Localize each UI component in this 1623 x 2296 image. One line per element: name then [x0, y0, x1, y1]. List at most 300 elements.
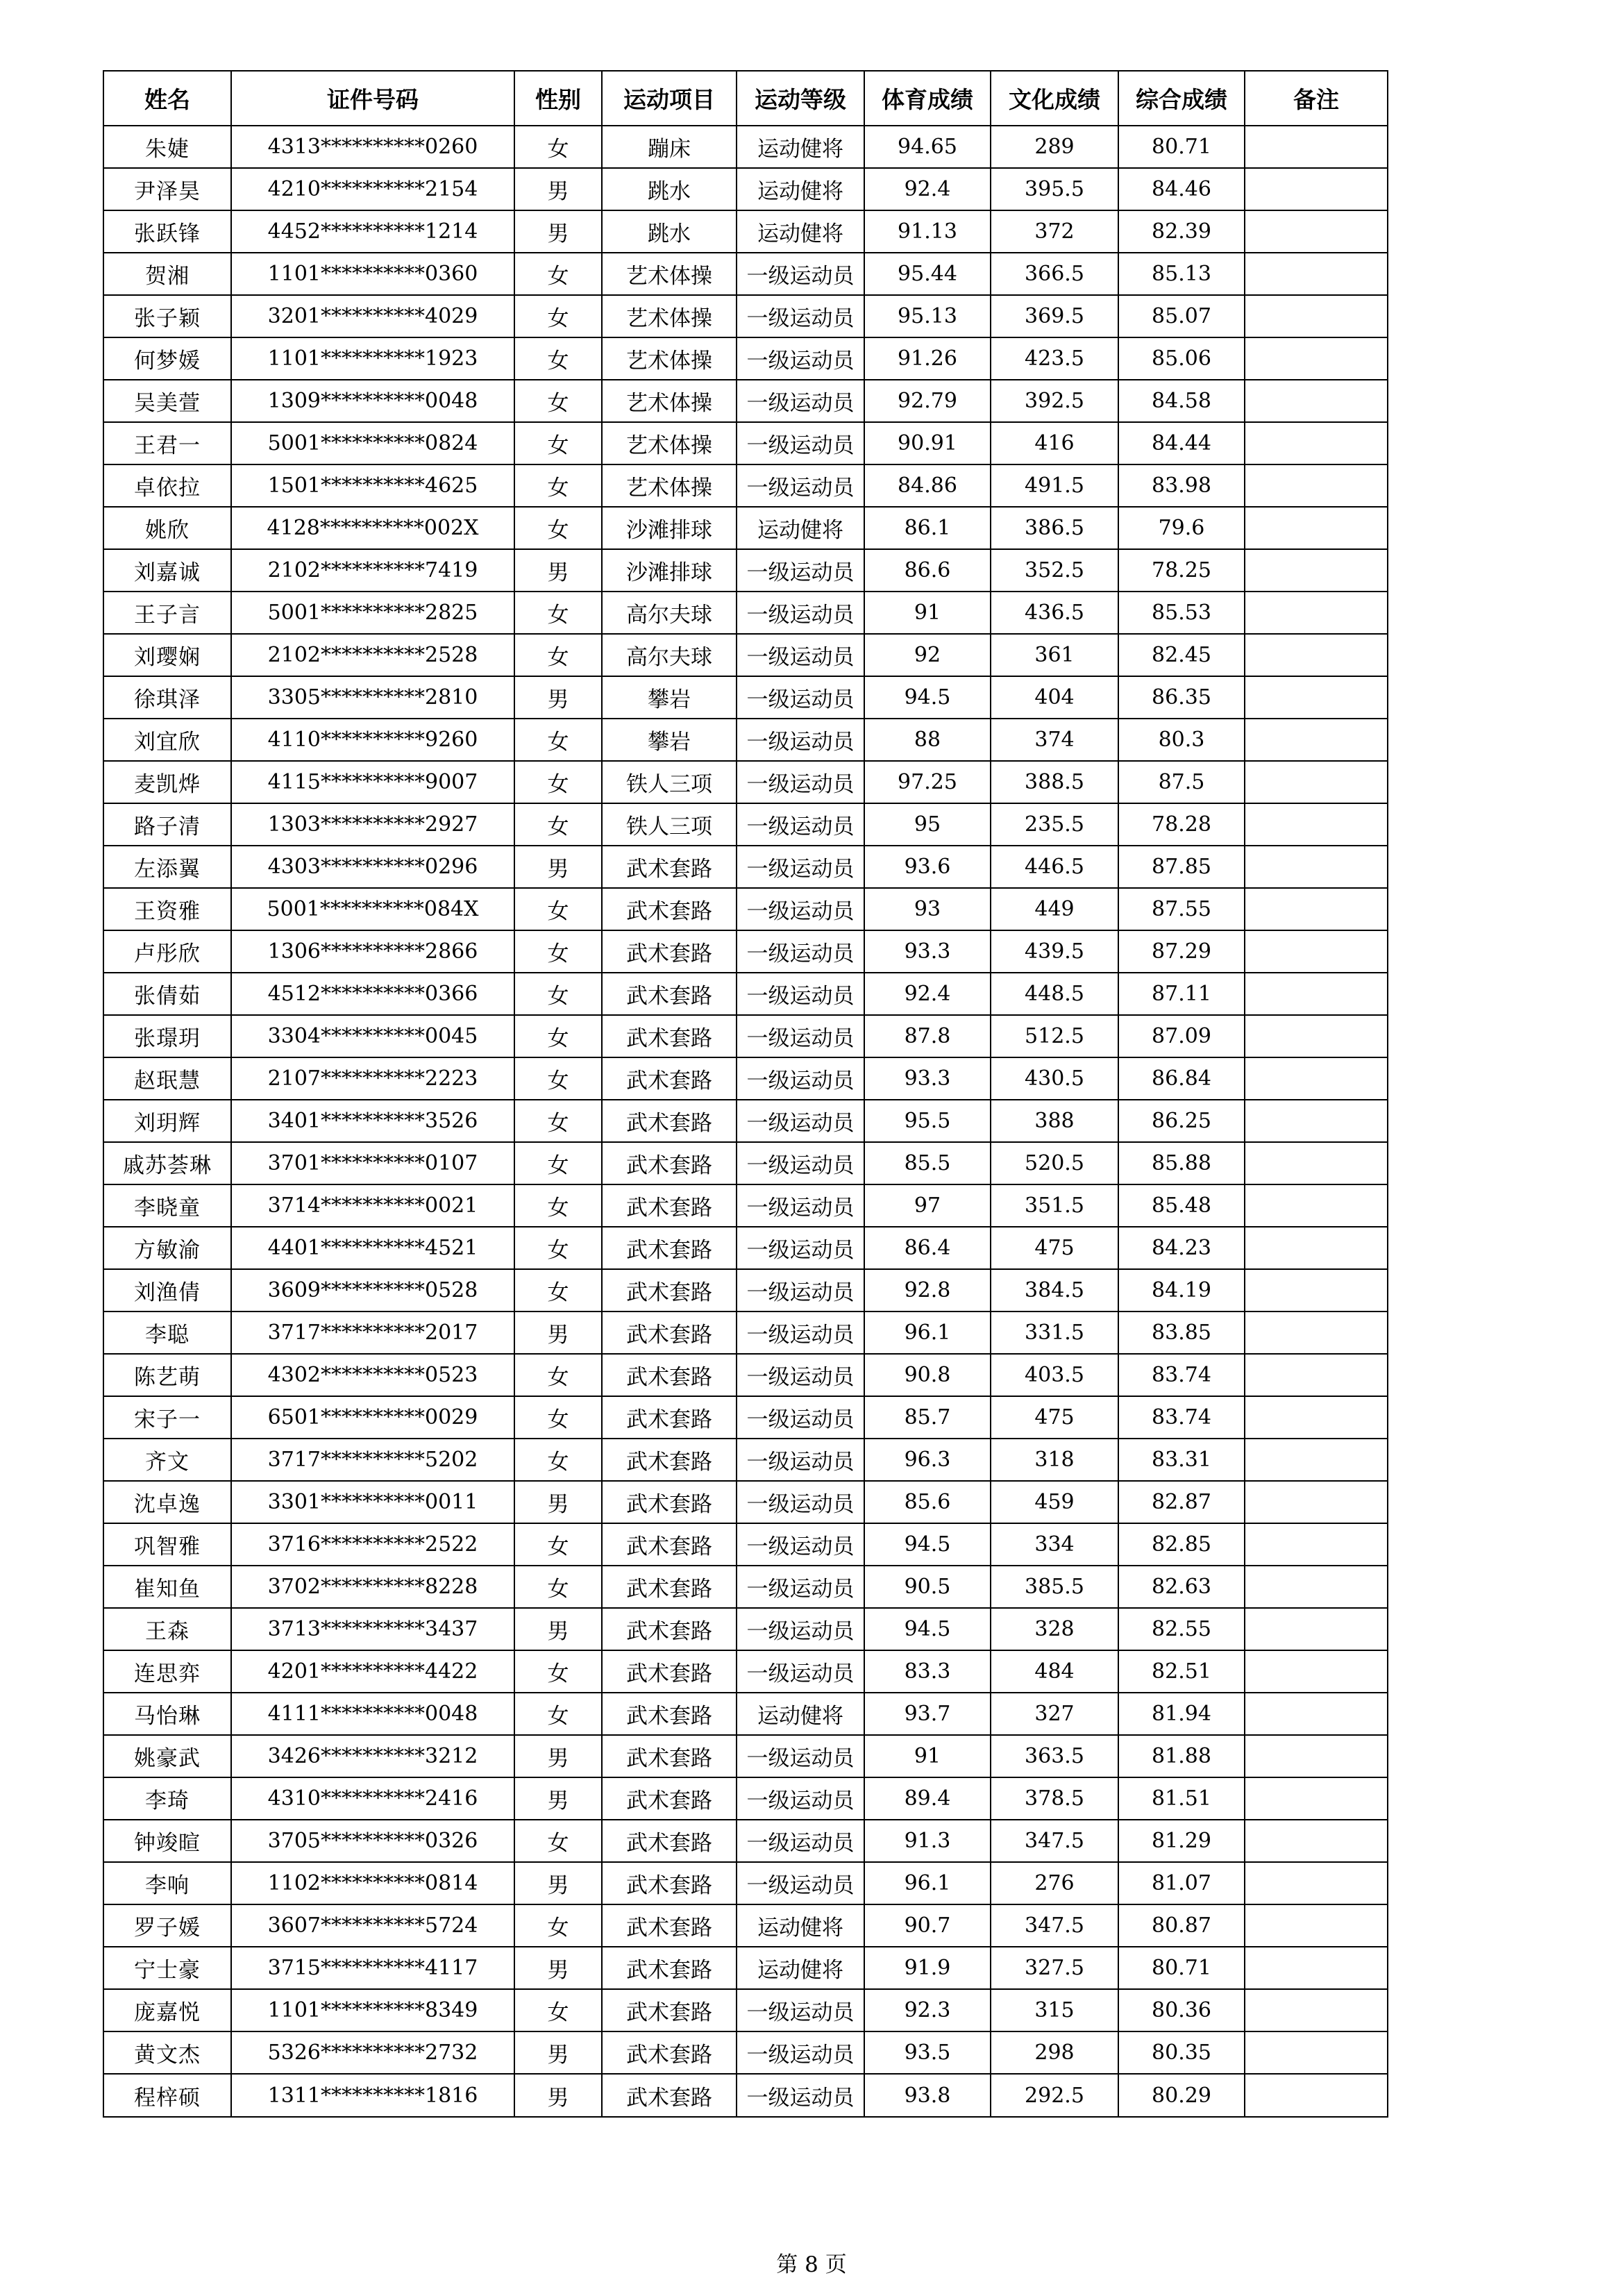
cell-gender: 男	[514, 210, 602, 253]
cell-name: 张璟玥	[103, 1015, 231, 1057]
cell-gender: 男	[514, 846, 602, 888]
cell-sport: 艺术体操	[602, 380, 737, 422]
cell-level: 一级运动员	[737, 1100, 864, 1142]
cell-level: 运动健将	[737, 168, 864, 210]
cell-culture-score: 318	[991, 1439, 1118, 1481]
cell-sport-score: 85.6	[864, 1481, 991, 1523]
cell-remarks	[1245, 337, 1388, 380]
cell-gender: 男	[514, 676, 602, 719]
cell-culture-score: 347.5	[991, 1820, 1118, 1862]
cell-id-number: 3717**********2017	[231, 1312, 514, 1354]
cell-sport-score: 91.26	[864, 337, 991, 380]
cell-total-score: 82.85	[1118, 1523, 1245, 1566]
cell-gender: 女	[514, 1989, 602, 2031]
cell-culture-score: 388.5	[991, 761, 1118, 803]
cell-gender: 男	[514, 1312, 602, 1354]
cell-gender: 女	[514, 1142, 602, 1184]
cell-level: 运动健将	[737, 1947, 864, 1989]
cell-total-score: 86.84	[1118, 1057, 1245, 1100]
cell-gender: 女	[514, 1015, 602, 1057]
cell-name: 连思弈	[103, 1650, 231, 1693]
table-row	[103, 2031, 1388, 2074]
cell-total-score: 85.06	[1118, 337, 1245, 380]
table-row	[103, 253, 1388, 295]
cell-id-number: 3701**********0107	[231, 1142, 514, 1184]
cell-gender: 女	[514, 719, 602, 761]
cell-sport: 攀岩	[602, 676, 737, 719]
cell-culture-score: 392.5	[991, 380, 1118, 422]
table-row	[103, 1312, 1388, 1354]
cell-total-score: 83.98	[1118, 464, 1245, 507]
cell-sport: 武术套路	[602, 1354, 737, 1396]
cell-name: 程梓硕	[103, 2074, 231, 2117]
cell-culture-score: 430.5	[991, 1057, 1118, 1100]
cell-sport: 攀岩	[602, 719, 737, 761]
cell-name: 刘渔倩	[103, 1269, 231, 1312]
cell-id-number: 4128**********002X	[231, 507, 514, 549]
score-table	[103, 70, 1388, 2118]
cell-total-score: 82.51	[1118, 1650, 1245, 1693]
cell-sport-score: 95	[864, 803, 991, 846]
cell-gender: 男	[514, 1608, 602, 1650]
cell-sport-score: 94.5	[864, 676, 991, 719]
cell-total-score: 87.09	[1118, 1015, 1245, 1057]
cell-level: 一级运动员	[737, 1142, 864, 1184]
cell-sport-score: 91.3	[864, 1820, 991, 1862]
table-row	[103, 1354, 1388, 1396]
cell-total-score: 87.5	[1118, 761, 1245, 803]
cell-culture-score: 369.5	[991, 295, 1118, 337]
cell-name: 贺湘	[103, 253, 231, 295]
cell-name: 黄文杰	[103, 2031, 231, 2074]
cell-gender: 男	[514, 1947, 602, 1989]
cell-level: 一级运动员	[737, 1989, 864, 2031]
table-row	[103, 1269, 1388, 1312]
table-row	[103, 295, 1388, 337]
cell-culture-score: 388	[991, 1100, 1118, 1142]
cell-id-number: 3305**********2810	[231, 676, 514, 719]
cell-culture-score: 491.5	[991, 464, 1118, 507]
cell-culture-score: 378.5	[991, 1777, 1118, 1820]
cell-level: 一级运动员	[737, 1269, 864, 1312]
cell-remarks	[1245, 380, 1388, 422]
cell-total-score: 83.74	[1118, 1396, 1245, 1439]
table-row	[103, 1820, 1388, 1862]
cell-remarks	[1245, 1566, 1388, 1608]
cell-remarks	[1245, 1142, 1388, 1184]
cell-culture-score: 352.5	[991, 549, 1118, 592]
cell-name: 方敏渝	[103, 1227, 231, 1269]
table-row	[103, 549, 1388, 592]
cell-total-score: 84.46	[1118, 168, 1245, 210]
cell-total-score: 78.25	[1118, 549, 1245, 592]
cell-gender: 女	[514, 295, 602, 337]
cell-culture-score: 328	[991, 1608, 1118, 1650]
cell-remarks	[1245, 1439, 1388, 1481]
table-row	[103, 464, 1388, 507]
cell-total-score: 83.31	[1118, 1439, 1245, 1481]
cell-sport: 铁人三项	[602, 761, 737, 803]
cell-level: 一级运动员	[737, 464, 864, 507]
cell-culture-score: 334	[991, 1523, 1118, 1566]
cell-id-number: 3304**********0045	[231, 1015, 514, 1057]
table-row	[103, 168, 1388, 210]
table-row	[103, 1650, 1388, 1693]
cell-culture-score: 327	[991, 1693, 1118, 1735]
table-row	[103, 337, 1388, 380]
cell-sport: 武术套路	[602, 888, 737, 930]
cell-level: 一级运动员	[737, 1862, 864, 1904]
cell-level: 一级运动员	[737, 1227, 864, 1269]
cell-name: 徐琪泽	[103, 676, 231, 719]
table-row	[103, 1566, 1388, 1608]
table-row	[103, 1439, 1388, 1481]
cell-name: 崔知鱼	[103, 1566, 231, 1608]
cell-sport: 武术套路	[602, 1057, 737, 1100]
cell-gender: 女	[514, 1566, 602, 1608]
cell-culture-score: 366.5	[991, 253, 1118, 295]
cell-culture-score: 363.5	[991, 1735, 1118, 1777]
cell-gender: 女	[514, 1904, 602, 1947]
table-row	[103, 1777, 1388, 1820]
cell-total-score: 87.55	[1118, 888, 1245, 930]
header-name: 姓名	[103, 71, 231, 126]
cell-remarks	[1245, 1015, 1388, 1057]
cell-gender: 女	[514, 507, 602, 549]
cell-remarks	[1245, 253, 1388, 295]
cell-id-number: 1101**********8349	[231, 1989, 514, 2031]
cell-level: 运动健将	[737, 210, 864, 253]
cell-level: 一级运动员	[737, 1396, 864, 1439]
cell-name: 张倩茹	[103, 973, 231, 1015]
cell-remarks	[1245, 1777, 1388, 1820]
cell-id-number: 1303**********2927	[231, 803, 514, 846]
cell-id-number: 3301**********0011	[231, 1481, 514, 1523]
cell-sport: 艺术体操	[602, 464, 737, 507]
cell-name: 李聪	[103, 1312, 231, 1354]
cell-sport: 武术套路	[602, 2031, 737, 2074]
cell-sport-score: 94.5	[864, 1608, 991, 1650]
cell-sport: 艺术体操	[602, 337, 737, 380]
cell-sport-score: 92	[864, 634, 991, 676]
cell-sport-score: 95.5	[864, 1100, 991, 1142]
cell-sport-score: 90.91	[864, 422, 991, 464]
cell-remarks	[1245, 464, 1388, 507]
cell-sport: 武术套路	[602, 1989, 737, 2031]
table-body	[103, 126, 1388, 2117]
header-total-score: 综合成绩	[1118, 71, 1245, 126]
cell-sport: 武术套路	[602, 846, 737, 888]
cell-gender: 女	[514, 1396, 602, 1439]
cell-sport: 武术套路	[602, 1269, 737, 1312]
cell-sport-score: 96.1	[864, 1312, 991, 1354]
cell-culture-score: 446.5	[991, 846, 1118, 888]
cell-level: 一级运动员	[737, 1608, 864, 1650]
cell-culture-score: 315	[991, 1989, 1118, 2031]
cell-level: 一级运动员	[737, 761, 864, 803]
cell-id-number: 3713**********3437	[231, 1608, 514, 1650]
cell-remarks	[1245, 1523, 1388, 1566]
cell-total-score: 85.48	[1118, 1184, 1245, 1227]
cell-sport: 武术套路	[602, 1777, 737, 1820]
cell-sport-score: 93.8	[864, 2074, 991, 2117]
cell-level: 一级运动员	[737, 888, 864, 930]
cell-sport: 武术套路	[602, 1904, 737, 1947]
cell-culture-score: 459	[991, 1481, 1118, 1523]
table-row	[103, 888, 1388, 930]
cell-id-number: 3607**********5724	[231, 1904, 514, 1947]
cell-gender: 男	[514, 2074, 602, 2117]
cell-total-score: 82.87	[1118, 1481, 1245, 1523]
cell-sport-score: 88	[864, 719, 991, 761]
cell-name: 张跃锋	[103, 210, 231, 253]
cell-sport: 武术套路	[602, 1015, 737, 1057]
cell-culture-score: 351.5	[991, 1184, 1118, 1227]
cell-id-number: 3715**********4117	[231, 1947, 514, 1989]
cell-name: 吴美萱	[103, 380, 231, 422]
cell-sport: 武术套路	[602, 1396, 737, 1439]
cell-total-score: 84.44	[1118, 422, 1245, 464]
table-row	[103, 1523, 1388, 1566]
cell-remarks	[1245, 1269, 1388, 1312]
cell-name: 马怡琳	[103, 1693, 231, 1735]
table-row	[103, 1735, 1388, 1777]
cell-name: 张子颖	[103, 295, 231, 337]
cell-culture-score: 423.5	[991, 337, 1118, 380]
cell-remarks	[1245, 1947, 1388, 1989]
cell-culture-score: 374	[991, 719, 1118, 761]
cell-level: 一级运动员	[737, 422, 864, 464]
cell-remarks	[1245, 1354, 1388, 1396]
cell-name: 王君一	[103, 422, 231, 464]
cell-total-score: 82.63	[1118, 1566, 1245, 1608]
cell-id-number: 4452**********1214	[231, 210, 514, 253]
cell-id-number: 3201**********4029	[231, 295, 514, 337]
cell-name: 姚欣	[103, 507, 231, 549]
cell-total-score: 85.53	[1118, 592, 1245, 634]
cell-culture-score: 361	[991, 634, 1118, 676]
cell-gender: 女	[514, 1693, 602, 1735]
table-row	[103, 719, 1388, 761]
cell-remarks	[1245, 592, 1388, 634]
cell-sport: 武术套路	[602, 1735, 737, 1777]
cell-gender: 男	[514, 1481, 602, 1523]
cell-sport: 武术套路	[602, 1523, 737, 1566]
table-row	[103, 1862, 1388, 1904]
cell-culture-score: 386.5	[991, 507, 1118, 549]
cell-total-score: 80.71	[1118, 1947, 1245, 1989]
cell-sport-score: 93	[864, 888, 991, 930]
cell-gender: 女	[514, 1057, 602, 1100]
cell-level: 一级运动员	[737, 846, 864, 888]
page-number: 第 8 页	[776, 2252, 847, 2277]
cell-name: 麦凯烨	[103, 761, 231, 803]
table-row	[103, 1057, 1388, 1100]
cell-sport: 武术套路	[602, 1184, 737, 1227]
cell-remarks	[1245, 1989, 1388, 2031]
header-sport-score: 体育成绩	[864, 71, 991, 126]
cell-gender: 女	[514, 422, 602, 464]
cell-level: 一级运动员	[737, 1057, 864, 1100]
cell-sport-score: 91	[864, 1735, 991, 1777]
cell-gender: 女	[514, 761, 602, 803]
cell-gender: 男	[514, 549, 602, 592]
cell-sport: 武术套路	[602, 1608, 737, 1650]
cell-remarks	[1245, 549, 1388, 592]
cell-sport-score: 92.3	[864, 1989, 991, 2031]
cell-sport-score: 90.7	[864, 1904, 991, 1947]
cell-name: 巩智雅	[103, 1523, 231, 1566]
cell-culture-score: 475	[991, 1396, 1118, 1439]
cell-id-number: 4111**********0048	[231, 1693, 514, 1735]
cell-id-number: 1309**********0048	[231, 380, 514, 422]
cell-sport: 武术套路	[602, 930, 737, 973]
cell-remarks	[1245, 507, 1388, 549]
cell-sport: 铁人三项	[602, 803, 737, 846]
cell-level: 一级运动员	[737, 973, 864, 1015]
cell-culture-score: 327.5	[991, 1947, 1118, 1989]
cell-id-number: 5001**********084X	[231, 888, 514, 930]
cell-id-number: 3705**********0326	[231, 1820, 514, 1862]
cell-remarks	[1245, 846, 1388, 888]
cell-level: 运动健将	[737, 507, 864, 549]
cell-culture-score: 403.5	[991, 1354, 1118, 1396]
cell-total-score: 82.55	[1118, 1608, 1245, 1650]
cell-level: 一级运动员	[737, 1523, 864, 1566]
cell-level: 一级运动员	[737, 253, 864, 295]
cell-total-score: 83.85	[1118, 1312, 1245, 1354]
cell-id-number: 5326**********2732	[231, 2031, 514, 2074]
table-row	[103, 1904, 1388, 1947]
cell-name: 陈艺萌	[103, 1354, 231, 1396]
cell-sport: 高尔夫球	[602, 634, 737, 676]
cell-culture-score: 298	[991, 2031, 1118, 2074]
cell-sport: 艺术体操	[602, 253, 737, 295]
cell-sport-score: 97.25	[864, 761, 991, 803]
cell-sport: 蹦床	[602, 126, 737, 168]
cell-remarks	[1245, 1735, 1388, 1777]
cell-sport: 武术套路	[602, 1693, 737, 1735]
cell-sport-score: 94.65	[864, 126, 991, 168]
cell-remarks	[1245, 1904, 1388, 1947]
cell-name: 钟竣暄	[103, 1820, 231, 1862]
cell-id-number: 3716**********2522	[231, 1523, 514, 1566]
cell-sport-score: 84.86	[864, 464, 991, 507]
cell-gender: 女	[514, 1100, 602, 1142]
cell-gender: 女	[514, 888, 602, 930]
table-row	[103, 507, 1388, 549]
cell-gender: 女	[514, 380, 602, 422]
cell-total-score: 82.45	[1118, 634, 1245, 676]
cell-gender: 女	[514, 1439, 602, 1481]
cell-total-score: 85.13	[1118, 253, 1245, 295]
cell-sport-score: 83.3	[864, 1650, 991, 1693]
table-row	[103, 1227, 1388, 1269]
cell-culture-score: 484	[991, 1650, 1118, 1693]
header-gender: 性别	[514, 71, 602, 126]
cell-total-score: 81.94	[1118, 1693, 1245, 1735]
cell-total-score: 84.58	[1118, 380, 1245, 422]
cell-id-number: 4201**********4422	[231, 1650, 514, 1693]
cell-total-score: 81.07	[1118, 1862, 1245, 1904]
cell-remarks	[1245, 719, 1388, 761]
cell-id-number: 2102**********7419	[231, 549, 514, 592]
cell-name: 宁士豪	[103, 1947, 231, 1989]
cell-sport-score: 92.79	[864, 380, 991, 422]
cell-total-score: 85.88	[1118, 1142, 1245, 1184]
cell-total-score: 81.51	[1118, 1777, 1245, 1820]
table-row	[103, 380, 1388, 422]
cell-sport: 武术套路	[602, 1481, 737, 1523]
cell-name: 刘璎娴	[103, 634, 231, 676]
table-row	[103, 1693, 1388, 1735]
header-sport: 运动项目	[602, 71, 737, 126]
cell-level: 一级运动员	[737, 1650, 864, 1693]
cell-sport-score: 89.4	[864, 1777, 991, 1820]
cell-level: 一级运动员	[737, 295, 864, 337]
table-row	[103, 930, 1388, 973]
cell-id-number: 3426**********3212	[231, 1735, 514, 1777]
cell-gender: 女	[514, 592, 602, 634]
cell-name: 何梦媛	[103, 337, 231, 380]
cell-id-number: 2107**********2223	[231, 1057, 514, 1100]
cell-total-score: 83.74	[1118, 1354, 1245, 1396]
cell-remarks	[1245, 2031, 1388, 2074]
cell-remarks	[1245, 422, 1388, 464]
table-row	[103, 676, 1388, 719]
cell-level: 一级运动员	[737, 1566, 864, 1608]
cell-level: 运动健将	[737, 1693, 864, 1735]
cell-gender: 女	[514, 337, 602, 380]
cell-id-number: 3714**********0021	[231, 1184, 514, 1227]
cell-culture-score: 289	[991, 126, 1118, 168]
cell-sport: 武术套路	[602, 1100, 737, 1142]
cell-gender: 女	[514, 253, 602, 295]
cell-level: 一级运动员	[737, 1015, 864, 1057]
cell-sport: 艺术体操	[602, 295, 737, 337]
cell-sport: 高尔夫球	[602, 592, 737, 634]
cell-name: 齐文	[103, 1439, 231, 1481]
cell-gender: 女	[514, 1269, 602, 1312]
cell-gender: 男	[514, 168, 602, 210]
cell-remarks	[1245, 210, 1388, 253]
cell-gender: 女	[514, 930, 602, 973]
cell-total-score: 86.25	[1118, 1100, 1245, 1142]
cell-id-number: 1101**********1923	[231, 337, 514, 380]
cell-gender: 女	[514, 803, 602, 846]
table-row	[103, 973, 1388, 1015]
cell-sport-score: 93.3	[864, 1057, 991, 1100]
cell-total-score: 87.29	[1118, 930, 1245, 973]
cell-level: 一级运动员	[737, 2031, 864, 2074]
cell-name: 刘玥辉	[103, 1100, 231, 1142]
cell-total-score: 84.19	[1118, 1269, 1245, 1312]
cell-remarks	[1245, 888, 1388, 930]
cell-sport-score: 86.6	[864, 549, 991, 592]
cell-sport: 跳水	[602, 210, 737, 253]
cell-id-number: 5001**********2825	[231, 592, 514, 634]
cell-level: 一级运动员	[737, 634, 864, 676]
cell-name: 路子清	[103, 803, 231, 846]
cell-culture-score: 475	[991, 1227, 1118, 1269]
cell-gender: 男	[514, 1862, 602, 1904]
cell-gender: 女	[514, 464, 602, 507]
cell-total-score: 80.71	[1118, 126, 1245, 168]
table-row	[103, 761, 1388, 803]
cell-sport: 武术套路	[602, 1862, 737, 1904]
cell-id-number: 1101**********0360	[231, 253, 514, 295]
cell-culture-score: 404	[991, 676, 1118, 719]
